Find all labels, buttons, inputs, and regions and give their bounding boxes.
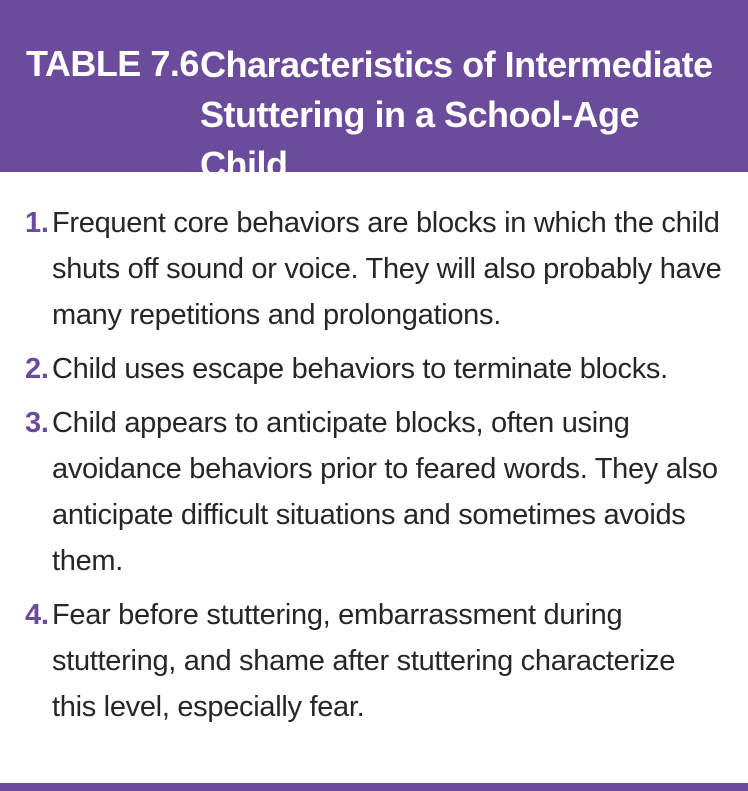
list-item [0, 200, 748, 338]
item-number: 2. [25, 353, 49, 385]
item-text: Child appears to anticipate blocks, often using avoidance behaviors prior to feared words. They also anticipate difficult situations and sometimes avoids them. [52, 407, 718, 577]
list-item [0, 400, 748, 584]
item-text: Fear before stuttering, embarrassment during stuttering, and shame after stuttering characterize this level, especially fear. [52, 599, 676, 723]
item-number: 3. [25, 407, 49, 439]
bottom-divider [0, 783, 748, 791]
table-title: Characteristics of Intermediate Stuttering in a School-Age Child [200, 44, 713, 185]
item-number: 1. [25, 207, 49, 239]
characteristics-list [0, 200, 748, 738]
item-text: Frequent core behaviors are blocks in which the child shuts off sound or voice. They will also probably have many repetitions and prolongations. [52, 207, 722, 331]
list-item [0, 346, 748, 392]
table-header [0, 0, 748, 185]
table-number-label: TABLE 7.6 [26, 43, 199, 84]
list-item [0, 592, 748, 730]
item-number: 4. [25, 599, 49, 631]
item-text: Child uses escape behaviors to terminate blocks. [52, 353, 668, 385]
